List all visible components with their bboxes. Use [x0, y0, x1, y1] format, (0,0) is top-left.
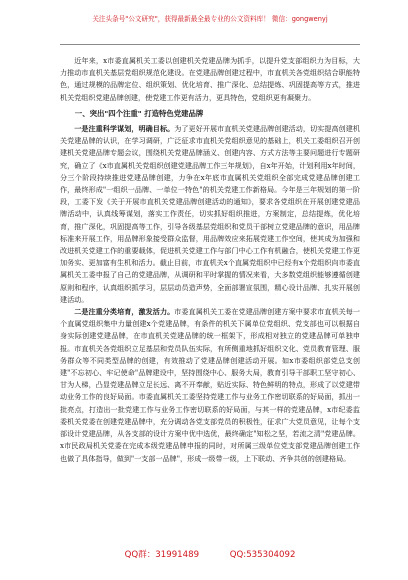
header-notice: 关注头条号"公文研究"，获得最新最全最专业的公文资料库！ 微信：gongwenyj [92, 15, 328, 23]
footer-qq: QQ:535304092 [229, 550, 296, 560]
paragraph-lead: 一是注重科学谋划，明确目标。 [74, 124, 175, 134]
document-body [60, 55, 360, 465]
page-header [60, 14, 360, 24]
paragraph-lead: 二是注重分类培育，激发活力。 [74, 307, 175, 317]
section-heading: 一、突出"四个注重" 打造特色党建品牌 [74, 108, 204, 118]
header-divider [60, 44, 360, 45]
footer-qq-group: QQ群：31991489 [124, 550, 200, 560]
paragraph-classified-cultivation [60, 306, 360, 465]
page-footer [60, 548, 360, 560]
paragraph-text: 市委直属机关工委在党建品牌创建方案中要求市直机关每一个直属党组织集中力量创建x个党建品牌，有条件的机关下属单位党组织、党支部也可以根据自身实际创建党建品牌，在市直机关党建品牌的统一框架下，形成相对独立的党建品牌可单独申报。市直机关各党组织立足基层和党员队伍实际，有所侧重地抓好组织文化、党员教育管理、服务群众等不同类型品牌的创建，有效推动了党建品牌创建活动开展。如x市委组织部党总支创建"不忘初心、牢记使命"品牌建设中，坚持围绕中心、服务大局，教育引导干部职工坚守初心、甘为人梯，凸显党建品牌立足长远、离不开奉献，贴近实际、特色鲜明的特点，形成了以党建带动业务工作的良好局面。市委直属机关工委坚持党建工作与业务工作密切联系的好局面，抓出一批亮点，打造出一批党建工作与业务工作密切联系的好局面，与其一样的党建品牌，x市纪委监委机关党委在创建党建品牌中，充分调动各党支部党员的积极性，征求广大党员意见，让每个支部设计党建品牌，从各支部的设计方案中优中选优，最终确定"知松之坚，若流之清"党建品牌。x市民政局机关党委在完成本级党建品牌申报的同时，对所属三级单位党支部党建品牌创建工作也做了具体指导，做到"一支部一品牌"，形成一级带一级，上下联动、齐争共创的创建格局。 [60, 307, 361, 463]
intro-paragraph: 近年来，x市委直属机关工委以创建机关党建品牌为抓手，以提升党支部组织力为目标，大力推动市直机关基层党组织规范化建设。在党建品牌创建过程中，市直机关各党组织结合职能特色，通过规模的品牌定位、组织策划、优化培育、推广深化、总结提炼、巩固提高等方式，推进机关党组织党建品牌创建，使党建工作更有活力，更具特色，党组织更有凝聚力。 [60, 56, 360, 102]
paragraph-scientific-planning [60, 123, 360, 306]
paragraph-text: 为了更好开展市直机关党建品牌创建活动，切实提高创建机关党建品牌的认识，在学习调研，广泛征求市直机关党组织意见的基础上，机关工委组织召开创建机关党建品牌专题会议，围绕机关党建品牌涵义、创建内容、方式方法等主要问题进行专题研究，确立了《x市直属机关党组织创建党建品牌工作三年规划》，自x年开始，计划利用x年时间，分三个阶段持续推进党建品牌创建，力争在x年底市直属机关党组织全部完成党建品牌创建工作，最终形成"一组织一品牌、一单位一特色"的机关党建工作新格局。今年是三年规划的第一阶段，工委下发《关于开展市直机关党建品牌创建活动的通知》，要求各党组织在开展创建党建品牌活动中，认真线筹谋划，落实工作责任，切实抓好组织推进，方案制定，总结提炼，优化培育，推广深化，巩固提高等工作，引导各级基层党组织和党员干部树立党建品牌的意识，用品牌标准来开展工作，用品牌形象接受群众监督，用品牌效应来拓展党建工作空间，使其成为加强和改进机关党建工作的重要载体，促进机关党建工作与部门中心工作有机融合，使机关党建工作更加务实、更加富有生机和活力。截止目前，市直机关x个直属党组织中已经有x个党组织向市委直属机关工委申报了自己的党建品牌，从调研和平时掌握的情况来看，大多数党组织能够遵循创建原则和程序，认真组织抓学习，层层动员造声势，全面部署宣氛围，精心设计品牌、扎实开展创建活动。 [60, 124, 361, 304]
